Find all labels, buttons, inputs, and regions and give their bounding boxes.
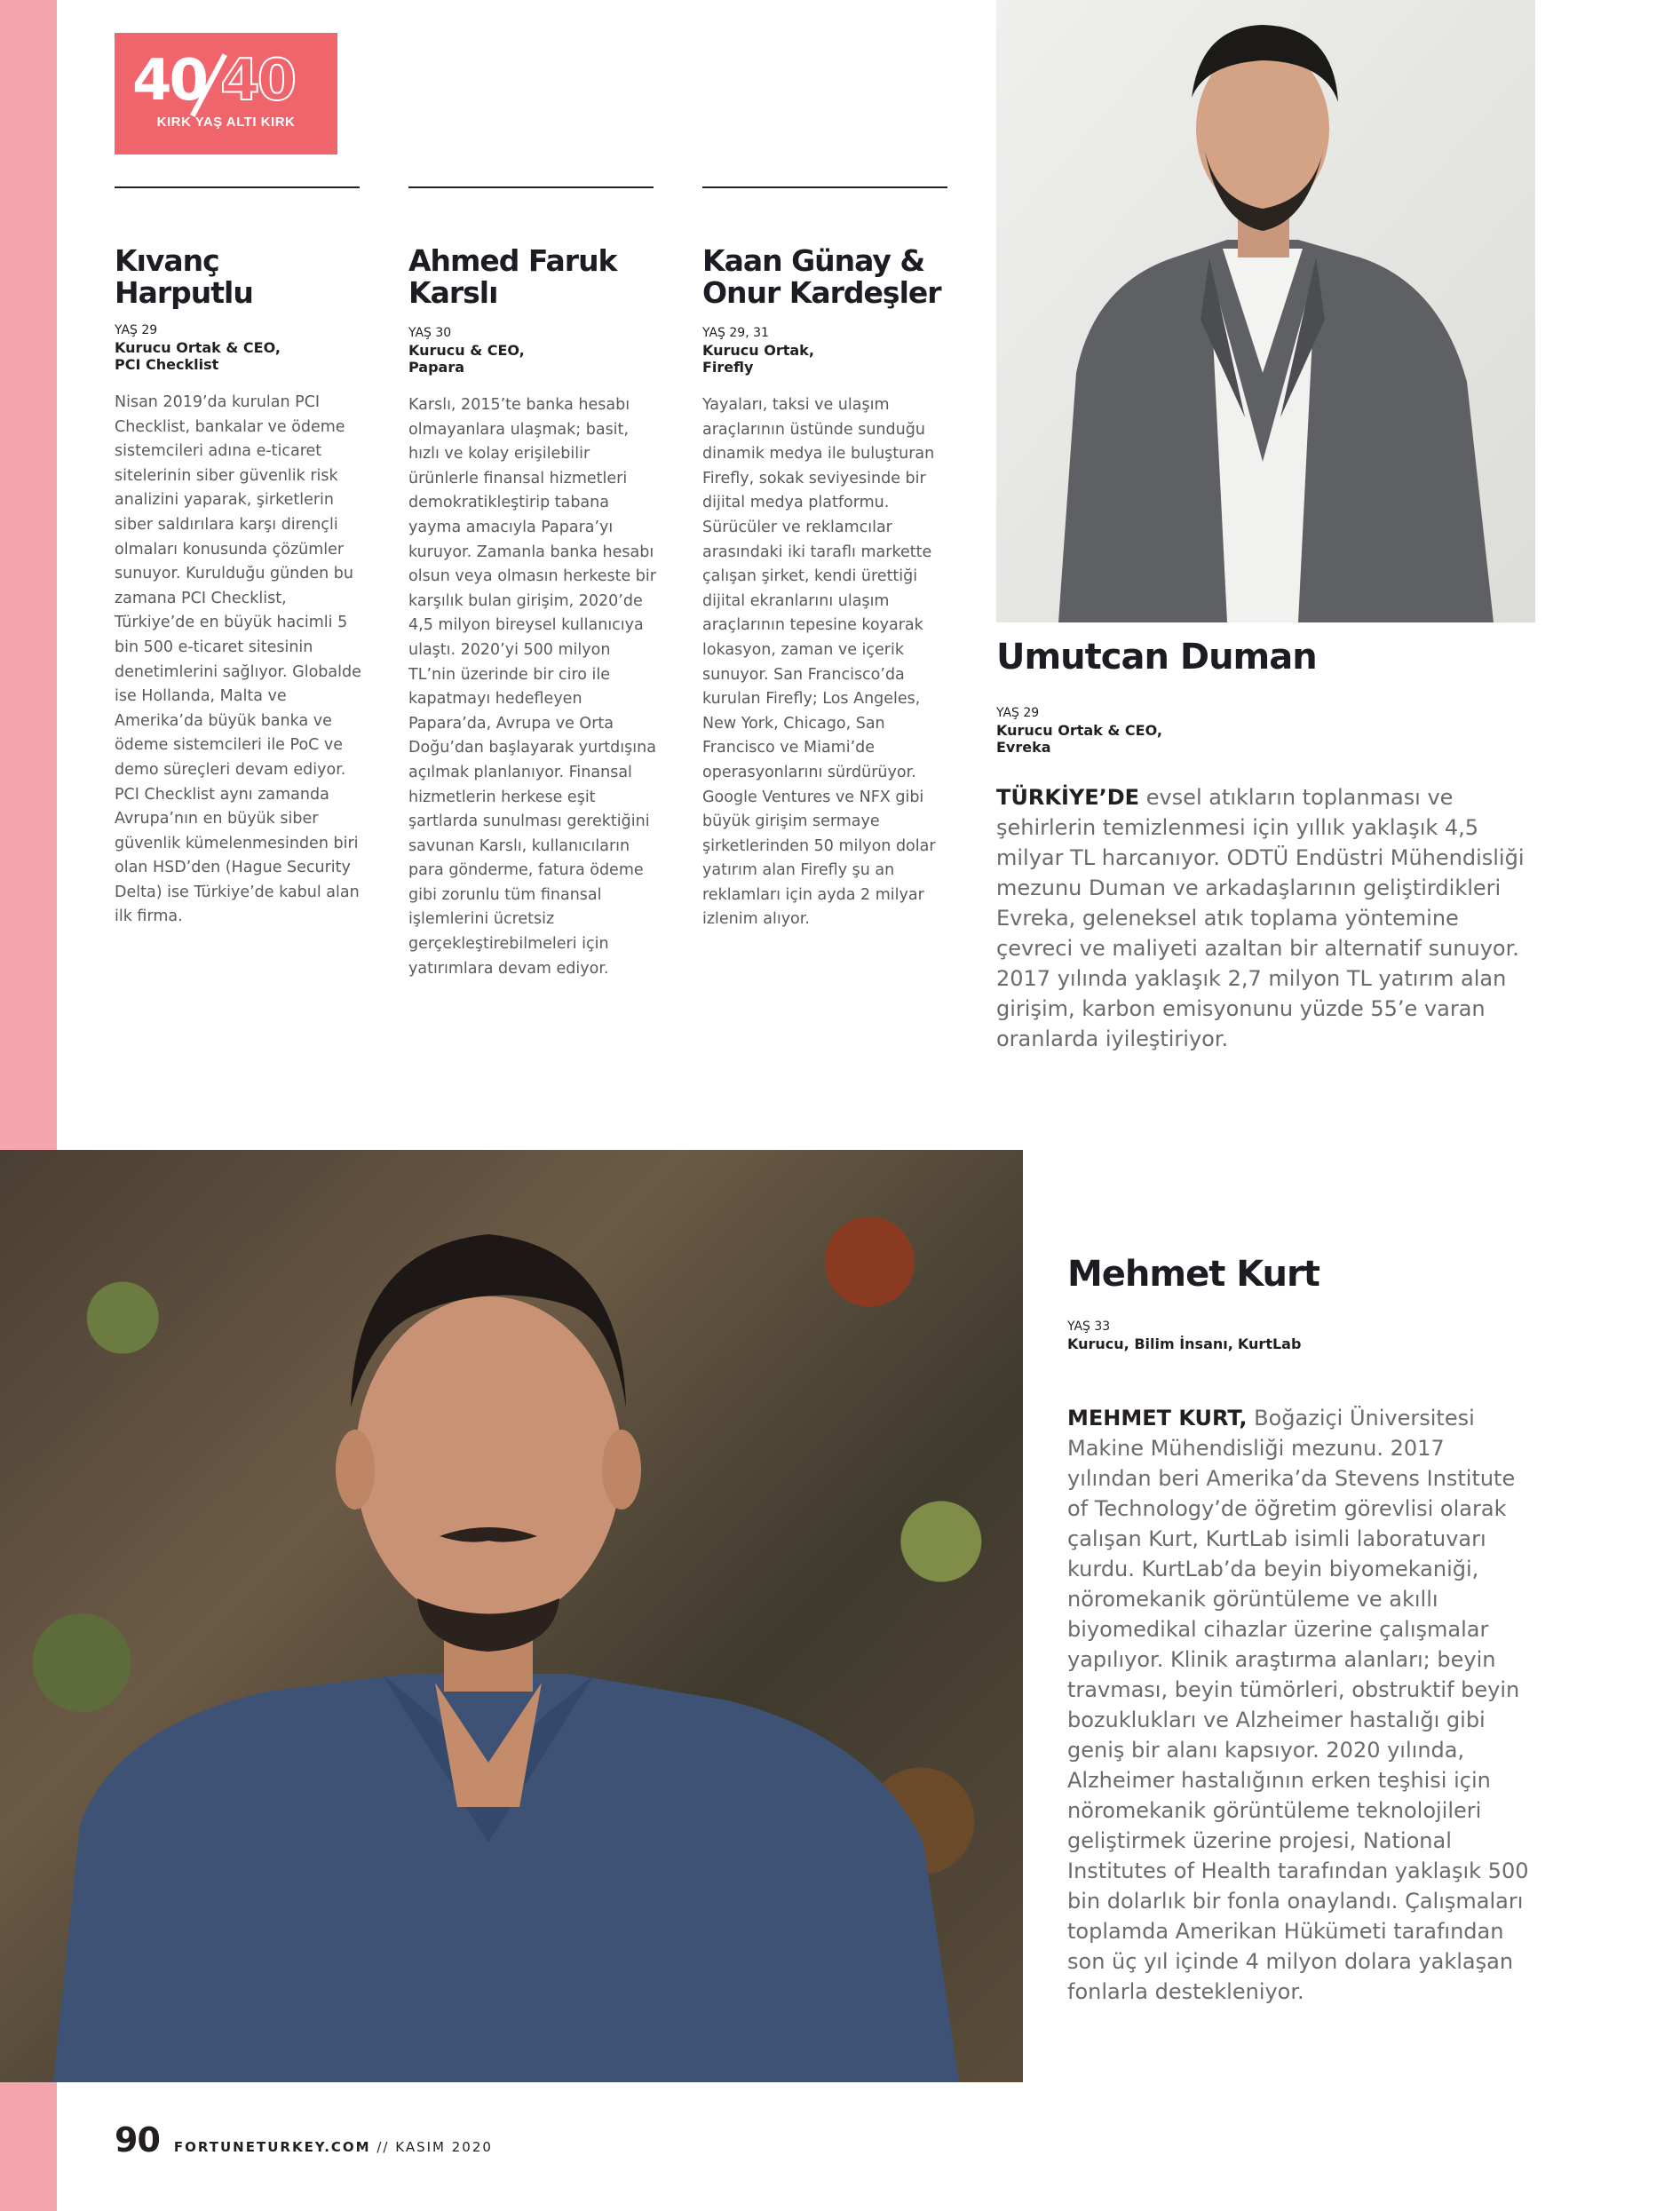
profile-body: Karslı, 2015’te banka hesabı olmayanlara ulaşmak; basit, hızlı ve kolay erişilebilir ürünlerle finansal hizmetleri demokratikleştirip tabana yayma amacıyla Papara’yı kuruyor. Zamanla banka hesabı olsun veya olmasın herkeste bir karşılık bulan girişim, 2020’de 4,5 milyon bireysel kullanıcıya ulaştı. 2020’yi 500 milyon TL’nin üzerinde bir ciro ile kapatmayı hedefleyen Papara’da, Avrupa ve Orta Doğu’dan başlayarak yurtdışına açılmak planlanıyor. Finansal hizmetlerin herkese eşit şartlarda sunulması gerektiğini savunan Karslı, kullanıcıların para gönderme, fatura ödeme gibi zorunlu tüm finansal işlemlerini ücretsiz gerçekleştirebilmeleri için yatırımlara devam ediyor.	[408, 396, 656, 978]
profile-age: YAŞ 29	[996, 706, 1040, 720]
profile-body: Yayaları, taksi ve ulaşım araçlarının üstünde sunduğu dinamik medya ile buluşturan Firefly, sokak seviyesinde bir dijital medya platformu. Sürücüler ve reklamcılar arasındaki iki taraflı markette çalışan şirket, kendi ürettiği dijital ekranlarını ulaşım araçlarının tepesine koyarak lokasyon, zaman ve içerik sunuyor. San Francisco’da kurulan Firefly; Los Angeles, New York, Chicago, San Francisco ve Miami’de operasyonlarını sürdürüyor. Google Ventures ve NFX gibi büyük girişim sermaye şirketlerinden 50 milyon dolar yatırım alan Firefly şu an reklamları için ayda 2 milyar izlenim alıyor.	[702, 396, 936, 929]
footer-issue: KASIM 2020	[395, 2139, 493, 2155]
profile-company: Firefly	[702, 359, 754, 376]
footer-site: FORTUNETURKEY.COM	[173, 2139, 371, 2155]
pink-margin-bar	[0, 0, 57, 1150]
logo-number: 40 40	[132, 48, 295, 114]
profile-name: Umutcan Duman	[996, 637, 1317, 678]
profile-meta	[702, 325, 951, 376]
profile-body: Nisan 2019’da kurulan PCI Checklist, bankalar ve ödeme sistemcileri adına e-ticaret sitelerinin siber güvenlik risk analizini yaparak, şirketlerin siber saldırılara karşı dirençli olmaları konusunda çözümler sunuyor. Kurulduğu günden bu zamana PCI Checklist, Türkiye’de en büyük hacimli 5 bin 500 e-ticaret sitesinin denetimlerini sağlıyor. Globalde ise Hollanda, Malta ve Amerika’da büyük banka ve ödeme sistemcileri ile PoC ve demo süreçleri devam ediyor. PCI Checklist aynı zamanda Avrupa’nın en büyük siber güvenlik kümelenmesinden biri olan HSD’den (Hague Security Delta) ise Türkiye’de kabul alan ilk firma.	[115, 393, 361, 926]
profile-role: Kurucu Ortak & CEO,	[996, 722, 1162, 739]
page-footer	[115, 2120, 493, 2165]
profile-kivanc	[115, 245, 363, 930]
column-divider	[408, 186, 654, 188]
column-divider	[115, 186, 360, 188]
body-text: Boğaziçi Üniversitesi Makine Mühendisliği mezunu. 2017 yılından beri Amerika’da Stevens Institute of Technology’de öğretim görevlisi olarak çalışan Kurt, KurtLab isimli laboratuvarı kurdu. KurtLab’da beyin biyomekaniği, nöromekanik görüntüleme ve akıllı biyomedikal cihazlar üzerine çalışmalar yapılıyor. Klinik araştırma alanları; beyin travması, beyin tümörleri, obstruktif beyin bozuklukları ve Alzheimer hastalığı gibi geniş bir alanı kapsıyor. 2020 yılında, Alzheimer hastalığının erken teşhisi için nöromekanik görüntüleme teknolojileri geliştirmek üzerine projesi, National Institutes of Health tarafından yaklaşık 500 bin dolarlık bir fonla onaylandı. Çalışmaları toplamda Amerikan Hükümeti tarafından son üç yıl içinde 4 milyon dolara yaklaşan fonlarla destekleniyor.	[1067, 1406, 1529, 2004]
profile-meta	[408, 325, 657, 376]
profile-age: YAŞ 29, 31	[702, 326, 769, 340]
profile-role: Kurucu & CEO,	[408, 342, 525, 359]
body-lead: TÜRKİYE’DE	[996, 785, 1140, 810]
profile-company: Papara	[408, 359, 465, 376]
logo-tagline: KIRK YAŞ ALTI KIRK	[156, 115, 296, 130]
portrait-illustration	[0, 1150, 1023, 2082]
profile-mehmet	[1067, 1255, 1529, 2007]
profile-role-line	[1067, 1335, 1529, 1352]
mehmet-kurt-photo	[0, 1150, 1023, 2082]
profile-age: YAŞ 30	[408, 326, 452, 340]
profile-meta	[1067, 1319, 1529, 1352]
footer-separator: //	[376, 2139, 390, 2155]
portrait-illustration	[996, 0, 1535, 622]
profile-company: PCI Checklist	[115, 356, 219, 373]
profile-meta	[115, 322, 363, 373]
profile-role: Kurucu Ortak,	[702, 342, 814, 359]
profile-company: Evreka	[996, 739, 1051, 756]
forty-under-forty-logo	[115, 33, 337, 155]
profile-body	[1067, 1403, 1529, 2007]
umutcan-duman-photo	[996, 0, 1535, 622]
pink-margin-bar-bottom	[0, 2082, 57, 2211]
column-divider	[702, 186, 947, 188]
profile-meta	[996, 705, 1538, 756]
page-number: 90	[115, 2120, 160, 2159]
profile-age: YAŞ 33	[1067, 1319, 1111, 1334]
profile-name: Mehmet Kurt	[1067, 1254, 1319, 1295]
body-lead: MEHMET KURT,	[1067, 1406, 1248, 1430]
profile-role: Kurucu, Bilim İnsanı,	[1067, 1335, 1233, 1352]
profile-name: Ahmed Faruk Karslı	[408, 243, 617, 310]
profile-role: Kurucu Ortak & CEO,	[115, 339, 281, 356]
profile-name: Kıvanç Harputlu	[115, 243, 253, 310]
profile-ahmed	[408, 245, 657, 981]
footer-credit	[174, 2139, 493, 2155]
profile-age: YAŞ 29	[115, 323, 158, 337]
body-text: evsel atıkların toplanması ve şehirlerin temizlenmesi için yıllık yaklaşık 4,5 milyar TL harcanıyor. ODTÜ Endüstri Mühendisliği mezunu Duman ve arkadaşlarının geliştirdikleri Evreka, geleneksel atık toplama yöntemine çevreci ve maliyeti azaltan bir alternatif sunuyor. 2017 yılında yaklaşık 2,7 milyon TL yatırım alan girişim, karbon emisyonunu yüzde 55’e varan oranlarda iyileştiriyor.	[996, 785, 1525, 1051]
profile-name: Kaan Günay & Onur Kardeşler	[702, 243, 941, 310]
profile-kaan-onur	[702, 245, 951, 932]
profile-body	[996, 782, 1538, 1054]
profile-umutcan	[996, 638, 1538, 1054]
profile-company: KurtLab	[1237, 1335, 1302, 1352]
